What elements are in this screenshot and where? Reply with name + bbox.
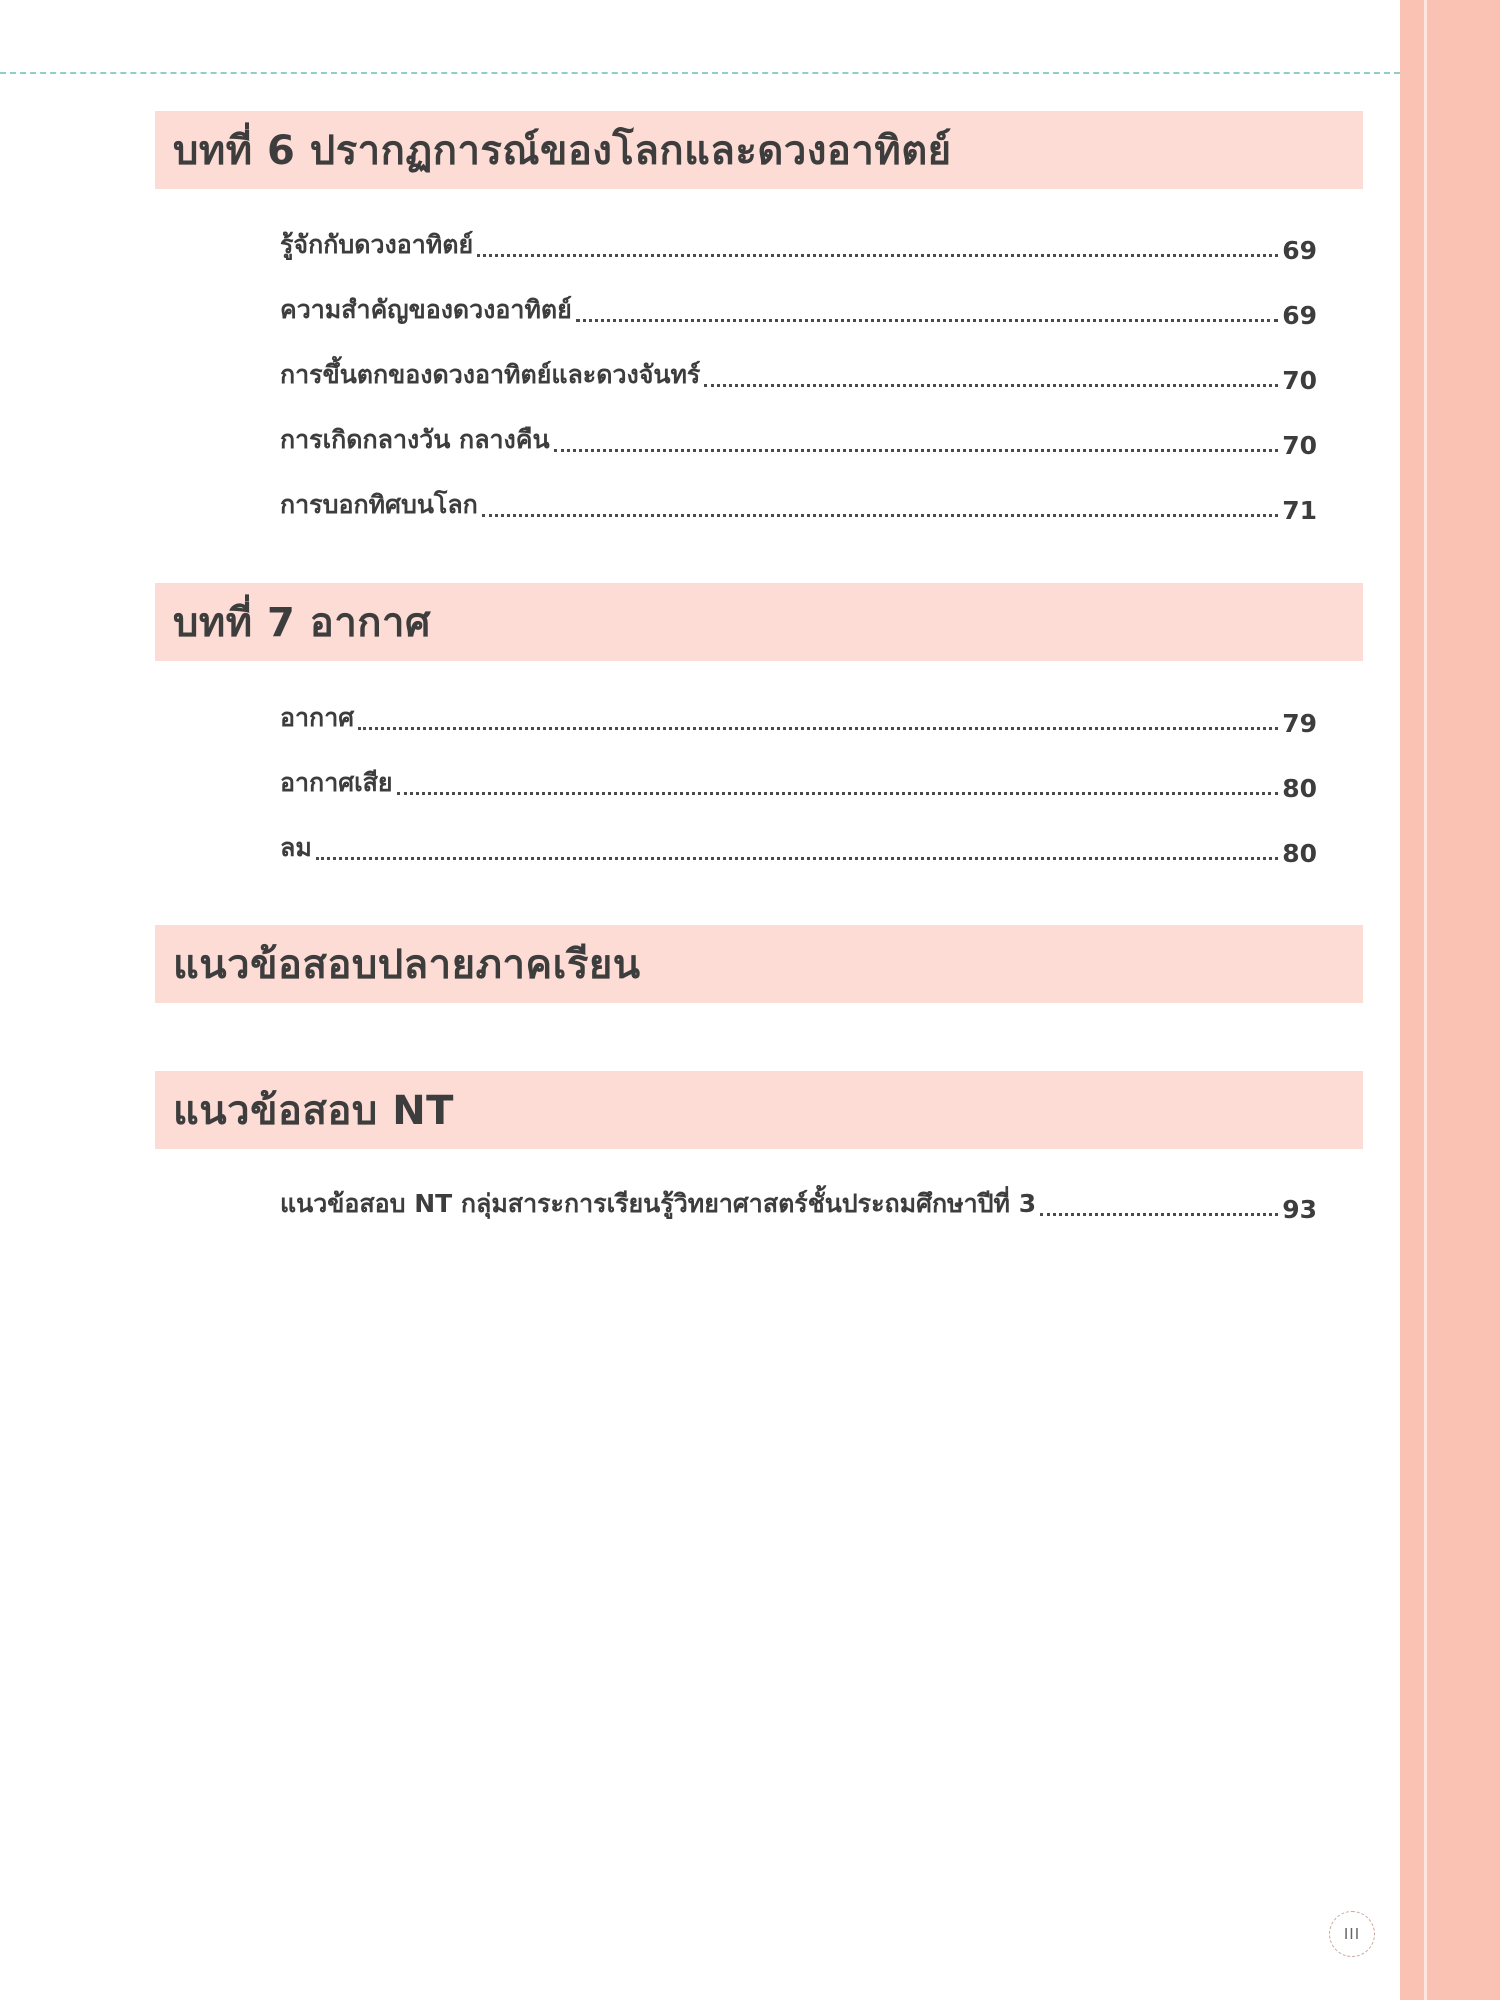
page-number: III xyxy=(1343,1925,1361,1943)
toc-entry-page: 69 xyxy=(1282,301,1317,330)
final-exam-title: แนวข้อสอบปลายภาคเรียน xyxy=(173,942,641,988)
toc-entry[interactable] xyxy=(280,698,1317,738)
toc-entry[interactable] xyxy=(280,225,1317,265)
toc-entry-label: อากาศ xyxy=(280,703,355,732)
toc-entry[interactable] xyxy=(280,828,1317,868)
dot-leader xyxy=(358,727,1278,730)
dot-leader xyxy=(397,792,1279,795)
toc-entry-label: แนวข้อสอบ NT กลุ่มสาระการเรียนรู้วิทยาศาสตร์ชั้นประถมศึกษาปีที่ 3 xyxy=(280,1189,1037,1218)
toc-entry-page: 80 xyxy=(1282,774,1317,803)
chapter-6-title: บทที่ 6 ปรากฏการณ์ของโลกและดวงอาทิตย์ xyxy=(173,128,952,174)
toc-entry[interactable] xyxy=(280,420,1317,460)
dot-leader xyxy=(1040,1213,1278,1216)
top-dashed-divider xyxy=(0,72,1400,74)
toc-entry-label: อากาศเสีย xyxy=(280,768,393,797)
toc-entry-page: 70 xyxy=(1282,366,1317,395)
side-color-strip xyxy=(1400,0,1500,2000)
toc-entry-label: การบอกทิศบนโลก xyxy=(280,490,478,519)
toc-entry[interactable] xyxy=(280,1184,1317,1224)
dot-leader xyxy=(316,857,1278,860)
page-number-badge xyxy=(1329,1911,1375,1957)
chapter-7-title: บทที่ 7 อากาศ xyxy=(173,600,431,646)
nt-exam-title: แนวข้อสอบ NT xyxy=(173,1088,454,1134)
toc-entry-page: 71 xyxy=(1282,496,1317,525)
toc-entry[interactable] xyxy=(280,485,1317,525)
toc-entry-page: 93 xyxy=(1282,1195,1317,1224)
toc-entry-page: 70 xyxy=(1282,431,1317,460)
dot-leader xyxy=(482,514,1278,517)
toc-entry[interactable] xyxy=(280,355,1317,395)
toc-entry-label: การเกิดกลางวัน กลางคืน xyxy=(280,425,550,454)
toc-entry-page: 80 xyxy=(1282,839,1317,868)
toc-entry-page: 69 xyxy=(1282,236,1317,265)
toc-entry-label: ลม xyxy=(280,833,312,862)
toc-entry-page: 79 xyxy=(1282,709,1317,738)
chapter-7-header xyxy=(155,583,1363,661)
dot-leader xyxy=(554,449,1279,452)
nt-exam-header xyxy=(155,1071,1363,1149)
dot-leader xyxy=(576,319,1278,322)
toc-entry[interactable] xyxy=(280,763,1317,803)
toc-entry-label: ความสำคัญของดวงอาทิตย์ xyxy=(280,295,572,324)
toc-entry-label: รู้จักกับดวงอาทิตย์ xyxy=(280,230,474,259)
final-exam-header xyxy=(155,925,1363,1003)
dot-leader xyxy=(477,254,1278,257)
chapter-6-header xyxy=(155,111,1363,189)
toc-entry-label: การขึ้นตกของดวงอาทิตย์และดวงจันทร์ xyxy=(280,360,701,389)
toc-entry[interactable] xyxy=(280,290,1317,330)
dot-leader xyxy=(704,384,1278,387)
